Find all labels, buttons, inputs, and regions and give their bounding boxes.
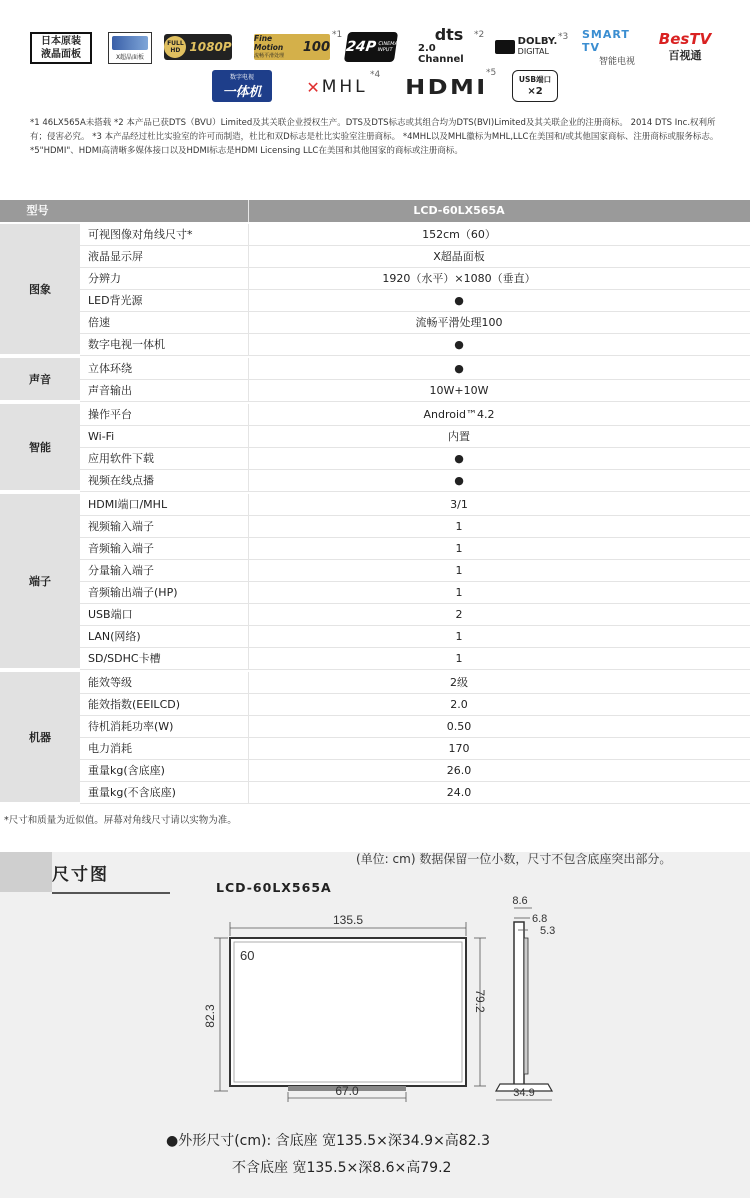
spec-row [80, 334, 750, 356]
spec-row-value: ● [454, 362, 464, 375]
outer-dim-without-stand: 不含底座 宽135.5×深8.6×高79.2 [232, 1160, 452, 1176]
spec-row [80, 404, 750, 426]
japan-panel-line1: 日本原装 [41, 36, 81, 47]
spec-row [80, 312, 750, 334]
dolby-logo [492, 32, 569, 62]
fullhd-logo [164, 34, 232, 60]
spec-group: 图象 [0, 224, 80, 354]
spec-row-label: 能效指数(EEILCD) [88, 698, 181, 711]
mhl-logo [294, 70, 381, 100]
spec-row-value: 0.50 [446, 720, 472, 733]
spec-row-label: 音频输入端子 [88, 542, 154, 555]
stand-depth-label: 34.9 [513, 1087, 535, 1099]
spec-row [80, 358, 750, 380]
feature-logos [0, 24, 750, 104]
spec-row-label: SD/SDHC卡槽 [88, 652, 161, 665]
bestv-text: BesTV [658, 30, 712, 48]
dts-sub: 2.0 Channel [418, 43, 464, 65]
dimension-diagram [180, 888, 590, 1108]
spec-row-label: 重量kg(不含底座) [88, 786, 176, 799]
dolby-icon [495, 40, 515, 54]
bestv-sub: 百视通 [668, 49, 702, 62]
spec-row-label: 声音输出 [88, 384, 132, 397]
spec-row [80, 224, 750, 246]
fine-motion-num: 100 [302, 39, 330, 55]
spec-row-value: ● [454, 338, 464, 351]
spec-row [80, 738, 750, 760]
size-title-underline [52, 892, 170, 894]
fine-motion-title: Fine Motion [254, 33, 284, 52]
digital-tv-logo [212, 70, 272, 102]
spec-row-value: 24.0 [446, 786, 472, 799]
spec-row [80, 582, 750, 604]
dts-text: dts [434, 25, 464, 44]
screen-size-label: 60 [240, 948, 255, 963]
sup4: *4 [370, 70, 381, 80]
spec-row-value: 1 [455, 564, 463, 577]
spec-row-value: 内置 [448, 430, 470, 443]
usb-count: ×2 [527, 86, 543, 97]
spec-row-label: LED背光源 [88, 294, 143, 307]
mhl-text: MHL [321, 77, 368, 97]
spec-row-value: 3/1 [450, 498, 468, 511]
sup3: *3 [558, 32, 569, 42]
spec-row-value: 2级 [450, 676, 468, 689]
spec-group: 机器 [0, 672, 80, 802]
dolby-group [518, 37, 558, 57]
spec-row-value: 1 [455, 542, 463, 555]
table-footnote: *尺寸和质量为近似值。屏幕对角线尺寸请以实物为准。 [4, 815, 237, 826]
spec-row-label: 视频在线点播 [88, 474, 154, 487]
fine-motion-logo [254, 30, 343, 60]
spec-row-label: 立体环绕 [88, 362, 132, 375]
spec-row-value: 2.0 [450, 698, 468, 711]
spec-row-value: 152cm（60） [422, 228, 496, 241]
spec-row-value: ● [454, 474, 464, 487]
spec-row-value: ● [454, 294, 464, 307]
diagram-model: LCD-60LX565A [216, 880, 332, 895]
digital-tv-main: 一体机 [222, 85, 262, 100]
fullhd-text: 1080P [189, 40, 232, 54]
smart-tv-logo [582, 27, 652, 67]
smart-tv-text: SMART TV [582, 27, 630, 54]
x-panel-icon [112, 36, 148, 50]
spec-row-label: 应用软件下载 [88, 452, 154, 465]
height-panel-label: 79.2 [473, 989, 487, 1013]
spec-row-value: 10W+10W [429, 384, 489, 397]
depth-a-label: 6.8 [532, 913, 548, 925]
spec-row-label: 倍速 [88, 316, 110, 329]
spec-row-label: 可视图像对角线尺寸* [88, 228, 193, 241]
outer-dim-with-stand: ●外形尺寸(cm): 含底座 宽135.5×深34.9×高82.3 [166, 1133, 490, 1149]
spec-row-label: 待机消耗功率(W) [88, 720, 174, 733]
spec-row [80, 648, 750, 670]
tv-side-back [524, 938, 528, 1074]
spec-row [80, 760, 750, 782]
spec-row-value: 1 [455, 520, 463, 533]
spec-row [80, 560, 750, 582]
spec-header [0, 200, 750, 222]
hdmi-logo [398, 68, 497, 100]
spec-row-value: X超晶面板 [433, 250, 485, 263]
usb-text: USB端口 [518, 75, 552, 84]
spec-row [80, 672, 750, 694]
spec-row-value: 1 [455, 652, 463, 665]
spec-row-label: 液晶显示屏 [88, 250, 143, 263]
x-panel-logo [108, 32, 152, 64]
spec-row-value: 26.0 [446, 764, 472, 777]
stand-width-label: 67.0 [335, 1084, 359, 1098]
spec-row-label: 分量输入端子 [88, 564, 154, 577]
spec-row-label: 操作平台 [88, 408, 132, 421]
tv-side-panel [514, 922, 524, 1086]
fullhd-badge: FULL HD [164, 36, 186, 58]
spec-row-label: 电力消耗 [88, 742, 132, 755]
sup1: *1 [332, 30, 343, 40]
spec-row [80, 538, 750, 560]
spec-row [80, 426, 750, 448]
hdmi-text: HDMI [404, 75, 488, 99]
spec-row [80, 290, 750, 312]
spec-row-value: Android™4.2 [423, 408, 495, 421]
japan-panel-line2: 液晶面板 [41, 49, 81, 60]
size-title: 尺寸图 [52, 865, 109, 885]
mhl-icon: ✕ [306, 77, 320, 97]
japan-panel-logo [30, 32, 92, 64]
spec-row-value: 170 [448, 742, 470, 755]
spec-row-label: USB端口 [88, 608, 133, 621]
unit-note: (单位: cm) 数据保留一位小数，尺寸不包含底座突出部分。 [356, 852, 672, 866]
size-tab-marker [0, 852, 52, 892]
trademark-notes: *1 46LX565A未搭载 *2 本产品已获DTS（BVU）Limited及其关联企业授权生产。DTS及DTS标志或其组合均为DTS(BVI)Limited及其关联企业的注册商标。 2014 DTS Inc.权利所有；侵害必究。 *3 本产品经过杜比实验室的许可而制造，杜比和双D标志是杜比实验室注册商标。 *4MHL以及MHL徽标为MHL,LLC在美国和/或其他国家商标、注册商标或服务标志。 *5"HDMI"、HDMI高清晰多媒体接口以及HDMI标志是HDMI Licensing LLC在美国和其他国家的商标或注册商标。 [30, 118, 719, 156]
spec-row-label: 视频输入端子 [88, 520, 154, 533]
spec-row [80, 516, 750, 538]
sup5: *5 [486, 68, 497, 78]
spec-row-value: ● [454, 452, 464, 465]
spec-row [80, 470, 750, 492]
spec-row [80, 380, 750, 402]
spec-row-label: 数字电视一体机 [88, 338, 165, 351]
spec-row-value: 2 [455, 608, 463, 621]
header-model: LCD-60LX565A [413, 204, 505, 217]
spec-row [80, 782, 750, 804]
fine-motion-sub: 流畅平滑处理 [254, 52, 285, 59]
spec-row-label: Wi-Fi [88, 430, 115, 443]
depth-b-label: 5.3 [540, 925, 556, 937]
digital-tv-sub: 数字电视 [229, 74, 254, 81]
spec-row-value: 1 [455, 630, 463, 643]
spec-row [80, 694, 750, 716]
spec-row [80, 716, 750, 738]
spec-group: 智能 [0, 404, 80, 490]
header-label: 型号 [26, 204, 49, 217]
x-panel-text: X超晶面板 [115, 53, 145, 61]
spec-row [80, 604, 750, 626]
depth-total-label: 8.6 [512, 895, 528, 907]
spec-row [80, 246, 750, 268]
spec-row-label: HDMI端口/MHL [88, 498, 168, 511]
spec-row [80, 268, 750, 290]
spec-group: 声音 [0, 358, 80, 400]
24p-logo [344, 32, 398, 62]
spec-row [80, 448, 750, 470]
spec-group: 端子 [0, 494, 80, 668]
width-label: 135.5 [332, 913, 364, 927]
dolby-text: DOLBY. [517, 36, 558, 47]
bestv-logo [654, 30, 716, 64]
spec-row-label: 音频输出端子(HP) [88, 586, 178, 599]
spec-row-label: 能效等级 [88, 676, 132, 689]
height-total-label: 82.3 [203, 1004, 217, 1028]
dolby-sub: DIGITAL [517, 47, 549, 56]
sup2: *2 [474, 30, 485, 40]
dts-logo [418, 25, 485, 65]
smart-tv-sub: 智能电视 [598, 56, 635, 67]
spec-row-label: 分辨力 [88, 272, 121, 285]
usb-logo [512, 70, 558, 102]
spec-row-label: 重量kg(含底座) [88, 764, 165, 777]
spec-row-label: LAN(网络) [88, 630, 141, 643]
spec-row-value: 1 [455, 586, 463, 599]
24p-sub: CINEMA INPUT [377, 41, 399, 53]
tv-front-outline [230, 938, 466, 1086]
spec-row-value: 1920（水平）×1080（垂直） [382, 272, 536, 285]
spec-row-value: 流畅平滑处理100 [415, 316, 503, 329]
24p-text: 24P [345, 39, 377, 55]
spec-row [80, 626, 750, 648]
spec-row [80, 494, 750, 516]
fine-motion-group [254, 34, 299, 61]
